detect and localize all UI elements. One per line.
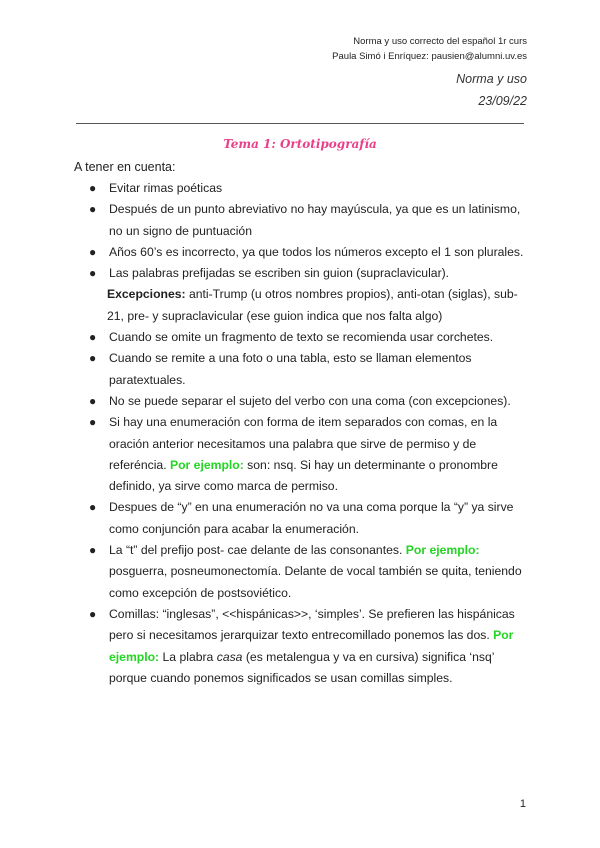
list-item (89, 497, 534, 540)
list-item-text: Cuando se omite un fragmento de texto se recomienda usar corchetes. (109, 330, 494, 345)
list-item-text: Comillas: “inglesas”, <<hispánicas>>, ‘simples’. Se prefieren las hispánicas pero si necesitamos jerarquizar texto entrecomillado ponemos las dos. (109, 606, 515, 643)
bullet-icon: ● (89, 266, 97, 281)
bullet-icon: ● (89, 330, 97, 345)
list-item-text: Si hay una enumeración con forma de item separados con comas, en la oración anterior necesitamos una palabra que sirve de permiso y de referéncia. (109, 415, 498, 472)
bullet-icon: ● (89, 606, 97, 621)
list-item (89, 391, 534, 412)
page-number: 1 (519, 798, 526, 810)
bullet-icon: ● (89, 415, 97, 430)
example-label: Por ejemplo: (109, 628, 514, 664)
header-course: Norma y uso correcto del español 1r curs (353, 36, 527, 47)
list-item-text: posguerra, posneumonectomía. Delante de vocal también se quita, teniendo como excepción de postsoviético. (109, 564, 522, 600)
list-item-text: La “t” del prefijo post- cae delante de las consonantes. (109, 543, 406, 558)
exceptions-text: anti-Trump (u otros nombres propios), anti-otan (siglas), sub-21, pre- y supraclavicular (ese guion indica que nos falta algo) (107, 287, 518, 323)
bullet-icon: ● (89, 500, 97, 515)
example-label: Por ejemplo: (405, 543, 480, 558)
list-item-text: Evitar rimas poéticas (109, 181, 223, 195)
list-item (89, 178, 534, 199)
bullet-list (89, 178, 534, 689)
exceptions-line (107, 284, 534, 327)
bullet-icon: ● (89, 543, 97, 558)
exceptions-label: Excepciones: (107, 287, 186, 302)
list-item (89, 199, 534, 242)
bullet-icon: ● (89, 244, 97, 259)
list-item-text: No se puede separar el sujeto del verbo con una coma (con excepciones). (109, 393, 511, 408)
italic-word: casa (216, 649, 243, 664)
header-author: Paula Simó i Enríquez: pausien@alumni.uv.es (332, 51, 527, 62)
list-item-text: Las palabras prefijadas se escriben sin guion (supraclavicular). (109, 266, 450, 281)
subject-label: Norma y uso (456, 72, 527, 86)
list-item (89, 242, 534, 263)
list-item-text: son: nsq. Si hay un determinante o pronombre definido, ya sirve como marca de permiso. (109, 457, 498, 494)
list-item (89, 604, 534, 689)
list-item-text: (es metalengua y va en cursiva) significa ‘nsq’ porque cuando ponemos significados se usan comillas simples. (109, 649, 495, 685)
bullet-icon: ● (89, 181, 97, 195)
list-item-text: La plabra (159, 649, 217, 664)
list-item-text: Años 60’s es incorrecto, ya que todos los números excepto el 1 son plurales. (109, 244, 524, 259)
list-item (89, 412, 534, 497)
example-label: Por ejemplo: (169, 457, 244, 472)
page-title: Tema 1: Ortotipografía (223, 137, 377, 151)
list-item (89, 540, 534, 604)
list-item-text: Despues de “y” en una enumeración no va una coma porque la “y” ya sirve como conjunción para acabar la enumeración. (109, 500, 514, 536)
date-label: 23/09/22 (478, 94, 527, 108)
list-item (89, 263, 534, 327)
bullet-icon: ● (89, 393, 97, 408)
header-divider (76, 123, 524, 124)
bullet-icon: ● (89, 351, 97, 366)
list-item (89, 348, 534, 391)
bullet-icon: ● (89, 202, 97, 217)
list-item-text: Después de un punto abreviativo no hay mayúscula, ya que es un latinismo, no un signo de puntuación (109, 202, 521, 238)
list-item (89, 327, 534, 348)
list-item-text: Cuando se remite a una foto o una tabla, esto se llaman elementos paratextuales. (109, 351, 472, 387)
intro-text: A tener en cuenta: (74, 160, 176, 174)
